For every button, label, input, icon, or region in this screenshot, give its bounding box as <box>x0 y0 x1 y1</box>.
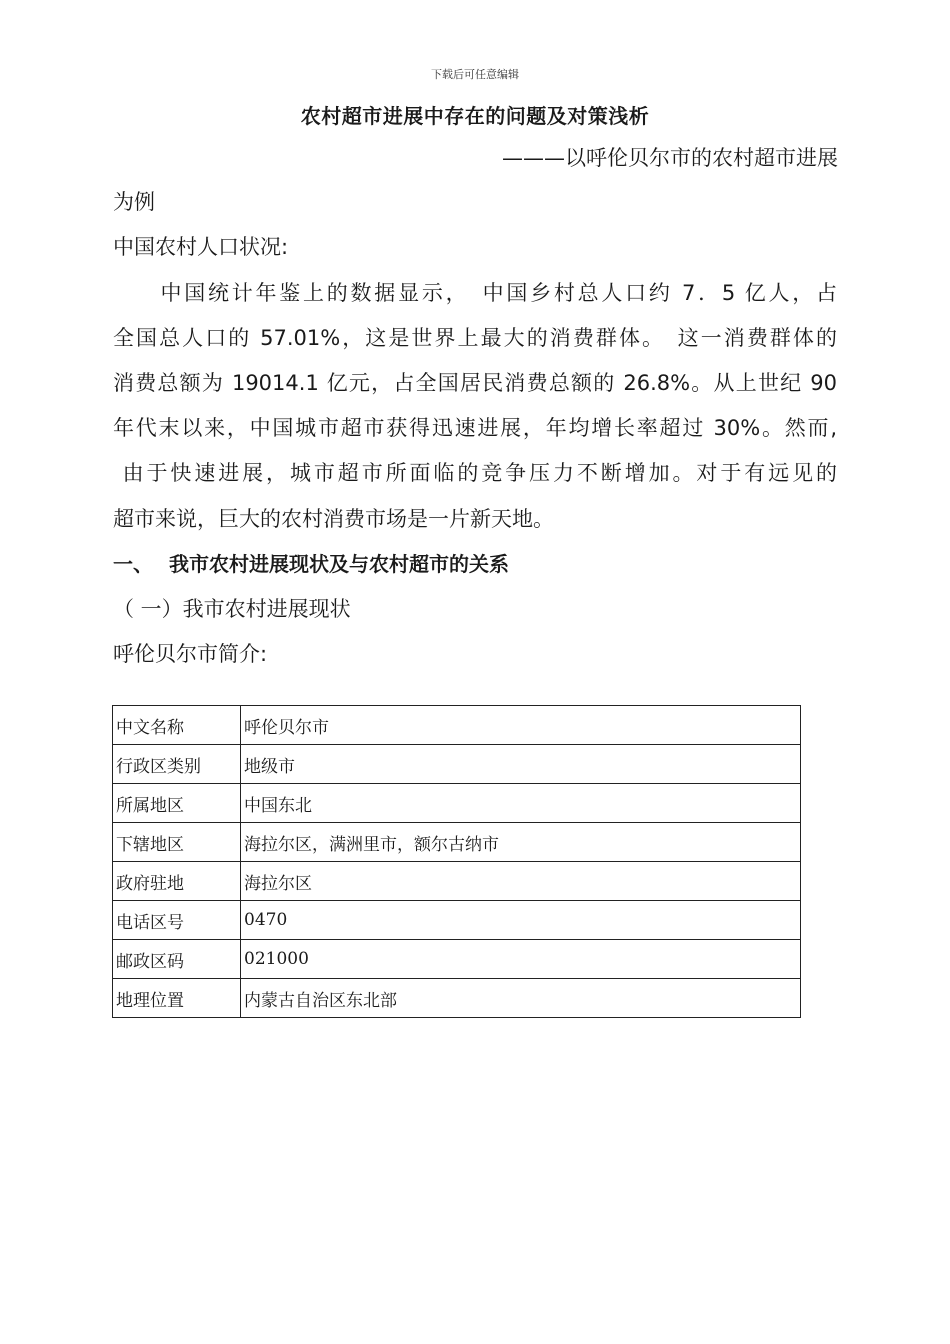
paragraph-line: 消费总额为 19014.1 亿元，占全国居民消费总额的 26.8%。从上世纪 90 <box>113 371 837 395</box>
table-key: 地理位置 <box>113 979 241 1018</box>
table-value: 地级市 <box>241 745 801 784</box>
document-title: 农村超市进展中存在的问题及对策浅析 <box>300 104 650 128</box>
table-row <box>113 901 801 940</box>
table-value: 呼伦贝尔市 <box>241 706 801 745</box>
table-key: 邮政区码 <box>113 940 241 979</box>
table-value: 中国东北 <box>241 784 801 823</box>
table-value: 0470 <box>241 901 801 940</box>
paragraph-line: 全国总人口的 57.01%，这是世界上最大的消费群体。 这一消费群体的 <box>113 326 837 350</box>
table-key: 政府驻地 <box>113 862 241 901</box>
table-key: 电话区号 <box>113 901 241 940</box>
paragraph-line: 超市来说，巨大的农村消费市场是一片新天地。 <box>113 507 554 531</box>
paragraph-line: 由于快速进展，城市超市所面临的竞争压力不断增加。对于有远见的 <box>113 461 837 485</box>
subsection-heading: （ 一）我市农村进展现状 <box>113 597 351 621</box>
table-key: 下辖地区 <box>113 823 241 862</box>
table-key: 中文名称 <box>113 706 241 745</box>
table-key: 所属地区 <box>113 784 241 823</box>
city-info-table <box>112 705 801 1018</box>
table-row <box>113 823 801 862</box>
population-heading: 中国农村人口状况: <box>113 235 289 259</box>
table-row <box>113 979 801 1018</box>
section-heading <box>113 548 509 577</box>
table-row <box>113 706 801 745</box>
header-note: 下载后可任意编辑 <box>431 68 519 81</box>
table-value: 内蒙古自治区东北部 <box>241 979 801 1018</box>
table-row <box>113 940 801 979</box>
section-title: 我市农村进展现状及与农村超市的关系 <box>169 552 509 576</box>
section-number: 一、 <box>113 552 153 576</box>
table-value: 海拉尔区 <box>241 862 801 901</box>
intro-heading: 呼伦贝尔市简介: <box>113 642 268 666</box>
table-row <box>113 745 801 784</box>
table-value: 海拉尔区，满洲里市，额尔古纳市 <box>241 823 801 862</box>
paragraph-line: 中国统计年鉴上的数据显示， 中国乡村总人口约 7．5 亿人，占 <box>113 281 837 305</box>
document-subtitle-continuation: 为例 <box>113 190 155 214</box>
table-row <box>113 862 801 901</box>
table-value: 021000 <box>241 940 801 979</box>
table-key: 行政区类别 <box>113 745 241 784</box>
paragraph-line: 年代末以来，中国城市超市获得迅速进展，年均增长率超过 30%。然而, <box>113 416 837 440</box>
table-row <box>113 784 801 823</box>
document-subtitle: ———以呼伦贝尔市的农村超市进展 <box>502 146 838 170</box>
